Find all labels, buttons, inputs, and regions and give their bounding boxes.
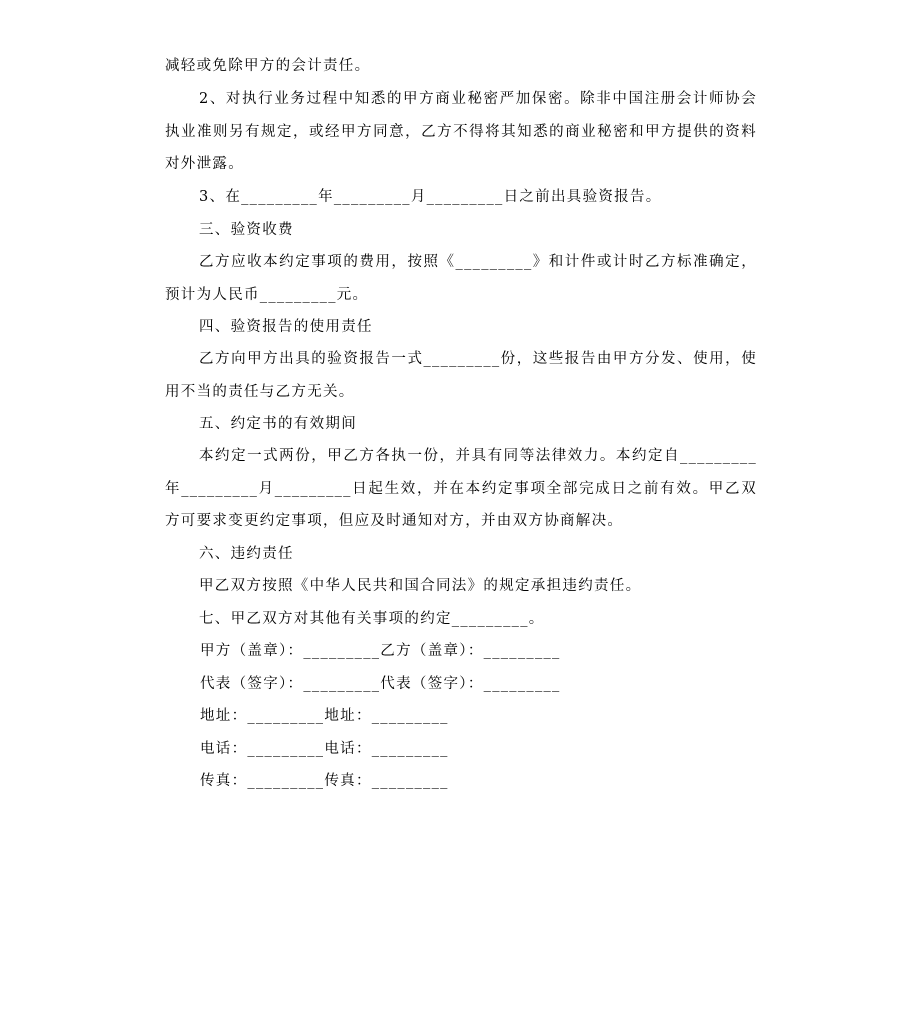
signature-line-representative: 代表（签字）：_________代表（签字）：_________ <box>200 676 561 692</box>
signature-line-address: 地址：_________地址：_________ <box>200 708 449 724</box>
paragraph-report: 乙方向甲方出具的验资报告一式_________份，这些报告由甲方分发、使用，使用不当的责任与乙方无关。 <box>165 351 757 400</box>
paragraph-breach: 甲乙双方按照《中华人民共和国合同法》的规定承担违约责任。 <box>199 578 642 594</box>
section-heading-6: 六、违约责任 <box>199 546 294 562</box>
signature-line-phone: 电话：_________电话：_________ <box>200 741 449 757</box>
paragraph-1: 减轻或免除甲方的会计责任。 <box>165 58 371 74</box>
signature-line-seal: 甲方（盖章）：_________乙方（盖章）：_________ <box>200 643 561 659</box>
section-heading-5: 五、约定书的有效期间 <box>199 416 357 432</box>
section-heading-7: 七、甲乙双方对其他有关事项的约定_________。 <box>199 611 545 627</box>
section-heading-4: 四、验资报告的使用责任 <box>199 319 373 335</box>
paragraph-validity: 本约定一式两份，甲乙方各执一份，并具有同等法律效力。本约定自_________年_________月_________日起生效，并在本约定事项全部完成日之前有效。甲乙双方可要求变更约定事项，但应及时通知对方，并由双方协商解决。 <box>165 448 757 529</box>
paragraph-3: 3、在_________年_________月_________日之前出具验资报告。 <box>199 189 662 205</box>
paragraph-fee: 乙方应收本约定事项的费用，按照《_________》和计件或计时乙方标准确定，预计为人民币_________元。 <box>165 254 757 303</box>
signature-line-fax: 传真：_________传真：_________ <box>200 773 449 789</box>
section-heading-3: 三、验资收费 <box>199 222 294 238</box>
paragraph-2: 2、对执行业务过程中知悉的甲方商业秘密严加保密。除非中国注册会计师协会执业准则另有规定，或经甲方同意，乙方不得将其知悉的商业秘密和甲方提供的资料对外泄露。 <box>165 91 757 172</box>
